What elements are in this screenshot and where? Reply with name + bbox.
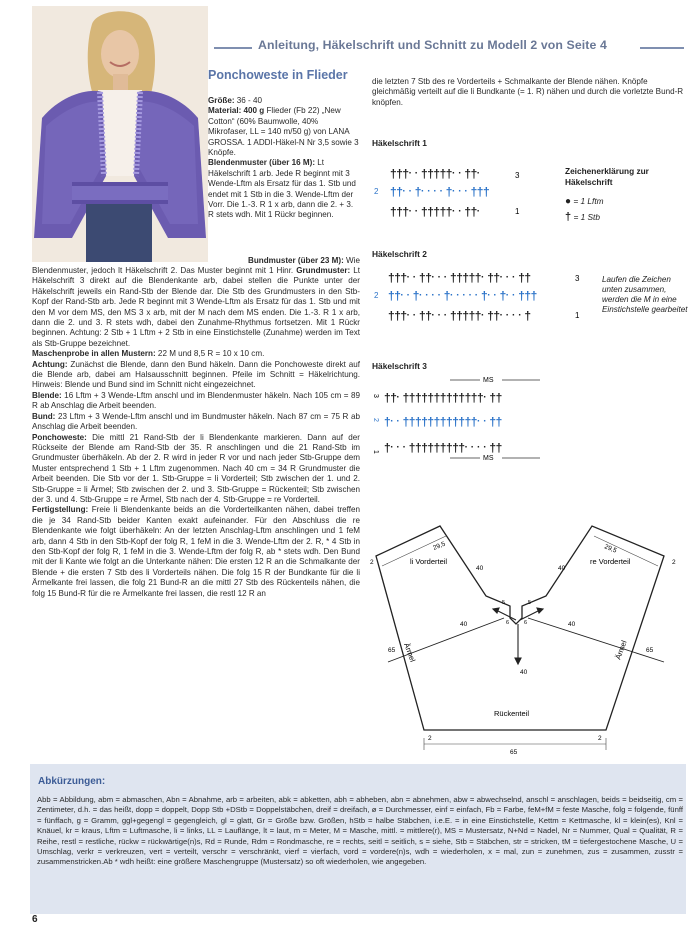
chain-symbol: · (390, 442, 394, 453)
chain-symbol: · (505, 290, 510, 301)
paragraph-text: Lt Häkelschrift 1 arb. Jede R beginnt mit 3 Wende-Lftm als Ersatz für das 1. Stb und endet mit 1 Stb in die 3. Wende-Lftm der Vorr. Die 1.-3. R 1 x arb, dann die 2. + 3. R stets wdh. Mit 1 Rückr beginnen. (208, 158, 356, 220)
dc-symbol: † (458, 391, 466, 405)
chain-symbol: · (437, 310, 441, 321)
measure-small-5a: 5 (502, 600, 506, 606)
dc-symbol: † (443, 289, 451, 303)
chart3-row-2: 2 (372, 418, 379, 422)
dc-symbol: † (400, 309, 408, 323)
paragraph-label: Material: 400 g (208, 106, 265, 116)
dc-symbol: † (489, 441, 497, 455)
measure-small-5b: 5 (528, 600, 532, 606)
dc-symbol: † (394, 289, 401, 303)
measure-bottom-65: 65 (510, 749, 518, 756)
dc-symbol: † (408, 441, 416, 455)
dc-symbol: † (458, 415, 466, 429)
measure-left-2: 2 (370, 559, 374, 566)
dc-symbol: † (495, 415, 503, 429)
model-photo (32, 6, 208, 262)
chart1-row-2: 2 (374, 187, 379, 196)
dc-symbol: † (390, 167, 397, 181)
chain-symbol: · (476, 206, 481, 217)
dc-symbol: † (483, 185, 490, 199)
chain-symbol: · (431, 290, 435, 301)
paragraph-label: Größe: (208, 96, 235, 105)
chain-symbol: · (493, 290, 497, 301)
dc-symbol: † (402, 415, 410, 429)
chart3-ms-bottom: MS (483, 455, 494, 462)
dc-symbol: † (446, 391, 453, 405)
paragraph-text: 22 M und 8,5 R = 10 x 10 cm. (155, 349, 265, 359)
chain-symbol: · (481, 310, 485, 321)
chart1-symbols (390, 167, 490, 219)
dc-symbol: † (439, 167, 447, 181)
chain-symbol: · (414, 168, 419, 179)
intro-paragraph (208, 106, 360, 158)
dc-symbol: † (445, 185, 453, 199)
dc-symbol: † (427, 441, 435, 455)
dc-symbol: † (456, 309, 463, 323)
dc-symbol: † (470, 205, 478, 219)
dc-symbol: † (414, 185, 422, 199)
main-paragraph (32, 360, 360, 391)
dc-symbol: † (388, 271, 395, 285)
model-photo-illustration (32, 6, 208, 262)
dc-symbol: † (518, 289, 525, 303)
measure-center-40c: 40 (520, 669, 528, 676)
paragraph-text: 16 Lftm + 3 Wende-Lftm anschl und im Blendenmuster häkeln. Nach 105 cm = 89 R ab Anschlag die Arbeit beenden. (32, 390, 360, 411)
chain-symbol: · (402, 186, 406, 197)
dc-symbol: † (445, 205, 453, 219)
dc-symbol: † (445, 167, 453, 181)
dc-symbol: † (421, 415, 428, 429)
dc-symbol: † (474, 309, 482, 323)
page-header-title: Anleitung, Häkelschrift und Schnitt zu Modell 2 von Seite 4 (258, 38, 607, 52)
dc-symbol: † (476, 185, 484, 199)
dc-symbol: † (481, 289, 488, 303)
dc-symbol: † (427, 415, 435, 429)
dc-symbol: † (390, 185, 397, 199)
chart1-label: Häkelschrift 1 (372, 138, 427, 148)
chart2-row-1: 1 (575, 311, 580, 320)
dc-symbol: † (524, 309, 532, 323)
chain-symbol: · (443, 272, 448, 283)
paragraph-text: Zunächst die Blende, dann den Bund häkeln. Dann die Ponchoweste direkt auf die Blende arb, dabei am Halsausschnitt beginnen. Pfeile im Schnitt = Häkelrichtung. Hinweis: Blende und Bund sind im Schnitt nicht eingezeichnet. (32, 359, 360, 390)
chain-symbol: · (458, 206, 462, 217)
measure-center-40b: 40 (568, 621, 576, 628)
dc-symbol: † (394, 309, 401, 323)
dc-symbol: † (452, 441, 459, 455)
measure-small-6a: 6 (506, 620, 510, 626)
chain-symbol: · (468, 290, 472, 301)
legend-title: Zeichenerklärung zur Häkelschrift (565, 166, 649, 187)
dc-symbol: † (470, 167, 478, 181)
dc-symbol: † (495, 391, 503, 405)
chain-symbol: · (476, 168, 481, 179)
intro-paragraph (208, 158, 360, 220)
chart3-label: Häkelschrift 3 (372, 361, 427, 371)
chain-symbol: · (390, 416, 394, 427)
crochet-chart-3 (372, 372, 612, 472)
crochet-charts-1-2 (372, 150, 602, 360)
chain-symbol: · (414, 206, 419, 217)
measure-small-6b: 6 (524, 620, 528, 626)
dc-symbol: † (530, 289, 538, 303)
dc-symbol: † (412, 289, 420, 303)
abbreviations-title: Abkürzungen: (38, 776, 106, 787)
chain-symbol: · (419, 290, 423, 301)
dc-symbol: † (493, 271, 501, 285)
chain-symbol: · (464, 442, 468, 453)
dc-symbol: † (468, 309, 476, 323)
paragraph-text: Freie li Blendenkante beids an die Vorderteilkanten nähen, dabei treffen die je 34 Rand-Stb beider Kanten exakt aufeinander. Für den Abschluss die re Blendenkante wie folgt überhäkeln: An der letzten Anschlag-Lftm anschlingen und 1 feM arb, dann 4 Stb in den Stb-Kopf der folg R, 1 feM in die 3. Wende-Lftm der 2. R, * 4 Stb in den Stb-Kopf der folg R, 1 feM in die 3. Wende-Lftm der folg R, ab * stets wdh. Den Bund mit der li Kante wie folgt an die Unterkante nähen: Die ersten 12 R an die Schmalkante der Blende + die ersten 7 Stb des li Vorderteils nähen. Die folg 15 R der Bundkante für die li Ärmelkante frei lassen, die folg 21 Bund-R an die mittl 27 Stb des Rückenteils nähen, die folg 15 Bund-R für die re Ärmelkante frei lassen, die restl 12 R an (32, 505, 360, 598)
right-column-text: die letzten 7 Stb des re Vorderteils + Schmalkante der Blende nähen. Knöpfe gleichmäßig verteilt auf die li Bundkante (= 1. R) nähen und durch die vorletzte Bund-R knöpfen. (372, 77, 684, 107)
chain-symbol: · (412, 310, 417, 321)
chain-symbol: · (452, 168, 456, 179)
chart1-row-3: 3 (515, 171, 520, 180)
dc-symbol: † (446, 415, 453, 429)
dc-symbol: † (495, 441, 503, 455)
main-paragraph (32, 391, 360, 412)
dc-symbol: † (396, 205, 403, 219)
chain-symbol: · (464, 186, 468, 197)
double-crochet-icon: † (565, 211, 572, 223)
dc-symbol: † (408, 415, 416, 429)
label-left-sleeve: Ärmel (402, 641, 418, 664)
chain-symbol: · (483, 416, 487, 427)
chain-symbol: · (499, 272, 503, 283)
chart3-row-1: 1 (372, 450, 379, 454)
dc-symbol: † (452, 391, 459, 405)
measure-right-40: 40 (558, 565, 566, 572)
chain-symbol: · (400, 290, 404, 301)
legend-dc-text: = 1 Stb (573, 212, 600, 222)
chart-note: Laufen die Zeichen unten zusammen, werden die M in eine Einstichstelle gearbeitet (602, 275, 688, 314)
dc-symbol: † (439, 391, 447, 405)
paragraph-text: 36 - 40 (234, 96, 262, 105)
main-paragraph (32, 412, 360, 433)
chain-symbol: · (456, 290, 460, 301)
chain-symbol: · (412, 272, 417, 283)
paragraph-label: Blendenmuster (über 16 M): (208, 158, 316, 168)
measure-top-left: 29,5 (432, 540, 447, 552)
dc-symbol: † (388, 289, 395, 303)
chain-symbol: · (408, 168, 412, 179)
chain-symbol: · (433, 186, 437, 197)
chain-symbol: · (512, 290, 516, 301)
dc-symbol: † (458, 441, 466, 455)
pattern-schematic (368, 512, 686, 756)
dc-symbol: † (433, 205, 441, 219)
chain-symbol: · (427, 186, 431, 197)
chart3-row-3: 3 (372, 394, 379, 398)
chain-symbol: · (487, 290, 491, 301)
bundmuster-rest: Wie (346, 256, 360, 265)
dc-symbol: † (464, 167, 472, 181)
chain-symbol: · (518, 310, 522, 321)
dc-symbol: † (402, 167, 410, 181)
dc-symbol: † (493, 309, 501, 323)
dc-symbol: † (425, 271, 432, 285)
main-paragraph (32, 505, 360, 599)
dc-symbol: † (474, 271, 482, 285)
chart3-ms-top: MS (483, 377, 494, 384)
chain-symbol: · (462, 290, 466, 301)
dc-symbol: † (384, 441, 391, 455)
chain-symbol: · (458, 186, 462, 197)
chain-symbol: · (406, 310, 410, 321)
dc-symbol: † (464, 415, 472, 429)
measure-left-40: 40 (476, 565, 484, 572)
paragraph-text: 23 Lftm + 3 Wende-Lftm anschl und im Bundmuster häkeln. Nach 87 cm = 75 R ab Anschlag die Arbeit beenden. (32, 411, 360, 432)
chain-symbol: · (437, 290, 441, 301)
chain-symbol: · (481, 272, 485, 283)
label-right-front: re Vorderteil (590, 557, 631, 566)
dc-symbol: † (524, 271, 532, 285)
dc-symbol: † (450, 271, 457, 285)
dc-symbol: † (415, 415, 422, 429)
chain-symbol: · (421, 186, 425, 197)
dc-symbol: † (487, 309, 494, 323)
dc-symbol: † (390, 205, 397, 219)
measure-bottom-right-2: 2 (598, 735, 602, 742)
dc-symbol: † (439, 415, 447, 429)
dc-symbol: † (415, 391, 422, 405)
dc-symbol: † (499, 289, 507, 303)
chain-stitch-icon: ● (565, 196, 572, 207)
paragraph-label: Ponchoweste: (32, 432, 87, 442)
measure-left-65: 65 (388, 647, 396, 654)
dc-symbol: † (400, 271, 408, 285)
main-paragraph (32, 266, 360, 349)
paragraph-text: Lt Häkelschrift 3 direkt auf die Blendenkante arb, dabei stellen die Punkte unter der Häkelschrift jeweils ein Rand-Stb der Blende dar. Die Stb des Grundmusters in den Stb-Kopf der Rand-Stb arb. Jede R beginnt mit 3 Wende-Lftm als Ersatz für das 1. Stb und mit den M vor dem MS, den MS 3 x arb, mit der M nach dem MS enden. Die 1.-3. R 1 x arb, dann die 2. und 3. R stets wdh, dabei den Zunahme-Rhythmus fortsetzen. Mit 1 Rückr beginnen. Achtung: 2 Stb + 1 Lftm + 2 Stb in eine Einstichstelle (Zunahme) werden im Text als Stb-Gruppe bezeichnet. (32, 266, 360, 348)
dc-symbol: † (394, 271, 401, 285)
chain-symbol: · (439, 186, 443, 197)
dc-symbol: † (470, 415, 478, 429)
chart1-row-1: 1 (515, 207, 520, 216)
chain-symbol: · (505, 272, 510, 283)
dc-symbol: † (384, 391, 391, 405)
chain-symbol: · (408, 206, 412, 217)
intro-paragraph (208, 96, 360, 106)
chain-symbol: · (425, 290, 429, 301)
chain-symbol: · (483, 392, 487, 403)
dc-symbol: † (433, 441, 441, 455)
chain-symbol: · (396, 442, 400, 453)
main-text (32, 266, 360, 599)
measure-center-40a: 40 (460, 621, 468, 628)
paragraph-label: Maschenprobe in allen Mustern: (32, 349, 156, 359)
dc-symbol: † (433, 167, 441, 181)
dc-symbol: † (489, 415, 497, 429)
paragraph-label: Achtung: (32, 359, 68, 369)
chain-symbol: · (406, 272, 410, 283)
dc-symbol: † (462, 271, 470, 285)
dc-symbol: † (402, 391, 410, 405)
dc-symbol: † (421, 391, 428, 405)
chain-symbol: · (505, 310, 510, 321)
chart2-row-3: 3 (575, 274, 580, 283)
paragraph-text: Die mittl 21 Rand-Stb der li Blendenkante markieren. Dann auf der Rückseite der Blende am Rand-Stb der 35. R anschlingen und die 21 Rand-Stb im Grundmuster überhäkeln. Ab der 2. R wird in jeder R vor und nach jeder Stb-Gruppe dem Muster entsprechend 1 Stb + 1 Lftm zugenommen. Nach 40 cm = 34 R Grundmuster die Arbeit beenden. Die Stb vor der 1. Stb-Gruppe = li Vorderteil; Stb zwischen der 1. und 2. Stb-Gruppe = li Ärmel; Stb zwischen der 2. und 3. Stb-Gruppe = Rückenteil; Stb zwischen der 3. und 4. Stb-Gruppe = re Ärmel, Stb nach der 4. Stb-Gruppe = re Vorderteil. (32, 432, 360, 504)
dc-symbol: † (396, 185, 403, 199)
chain-symbol: · (437, 272, 441, 283)
chain-symbol: · (477, 416, 481, 427)
label-left-front: li Vorderteil (410, 557, 448, 566)
legend-chain-text: = 1 Lftm (573, 196, 604, 206)
dc-symbol: † (456, 271, 463, 285)
paragraph-label: Blende: (32, 390, 62, 400)
chain-symbol: · (431, 272, 435, 283)
paragraph-label: Bund: (32, 411, 56, 421)
chain-symbol: · (483, 442, 487, 453)
chain-symbol: · (477, 442, 481, 453)
chain-symbol: · (474, 290, 479, 301)
chain-symbol: · (396, 392, 400, 403)
dc-symbol: † (408, 391, 416, 405)
dc-symbol: † (421, 441, 428, 455)
page-number: 6 (32, 914, 38, 925)
dc-symbol: † (421, 167, 428, 181)
measure-right-2: 2 (672, 559, 676, 566)
measure-right-65: 65 (646, 647, 654, 654)
chain-symbol: · (512, 272, 516, 283)
measure-top-right: 29,5 (603, 543, 618, 555)
dc-symbol: † (419, 271, 426, 285)
dc-symbol: † (384, 415, 391, 429)
chain-symbol: · (406, 290, 410, 301)
dc-symbol: † (462, 309, 470, 323)
paragraph-label: Fertigstellung: (32, 505, 89, 515)
main-paragraph (32, 349, 360, 359)
dc-symbol: † (489, 391, 497, 405)
chart2-row-2: 2 (374, 291, 379, 300)
chain-symbol: · (470, 442, 475, 453)
main-paragraph (32, 433, 360, 506)
abbreviations-text: Abb = Abbildung, abm = abmaschen, Abn = Abnahme, arb = arbeiten, abk = abketten, abh = abheben, abn = abnehmen, abw = abwechselnd, anschl = anschlagen, beids = beidseitig, cm = Zentimeter, d.h. = das heißt, dopp = doppelt, Dopp Stb +DStb = Doppelstäbchen, dreif = dreifach, ø = Durchmesser, einf = einfach, Fb = Farbe, feM+fM = feste Masche, folg = folgende, fünff = fünffach, g = Gramm, ggl+gegengl = gegengleich, gl = glatt, Gr = Größe bzw. Größen, hStb = halbe Stäbchen, i.e.E. = in eine Einstichstelle, Kettm = Kettmasche, kl = klein(es), Knl = Knäuel, kr = kraus, Lftm = Luftmasche, li = links, LL = Lauflänge, lt = laut, m = Meter, M = Masche, mittl. = mittlere(r), MS = Mustersatz, N+Nd = Nadel, Nr = Nummer, Qual = Qualität, R = Reihe, restl = restliche, rückw = rückwärtige(n)s, Rd = Runde, Rdm = Rondmasche, re = rechts, seitl = seitlich, s = siehe, Stb = Stäbchen, str = stricken, tM = tiefergestochene Masche, U = Umschlag, verkr = verkreuzen, vert = verteilt, verschr = verschränkt, vierf = vierfach, vord = vordere(n)s, wdh = wiederholen, x = mal, zun = zunehmen, zus = zusammen, zusstr = zusammenstricken.Ab * wdh heißt: eine größere Maschengruppe (Mustersatz) so oft wiederholen, wie angegeben. (37, 795, 683, 867)
dc-symbol: † (415, 441, 422, 455)
chain-symbol: · (450, 290, 454, 301)
dc-symbol: † (402, 205, 410, 219)
chain-symbol: · (402, 442, 406, 453)
paragraph-text: Blendenmuster, jedoch lt Häkelschrift 2. Das Muster beginnt mit 1 Hinr. (32, 266, 297, 275)
dc-symbol: † (439, 441, 447, 455)
paragraph-label: Grundmuster: (296, 266, 351, 275)
intro-text (208, 96, 360, 221)
chain-symbol: · (512, 310, 516, 321)
dc-symbol: † (518, 271, 525, 285)
dc-symbol: † (425, 309, 432, 323)
chain-symbol: · (443, 310, 448, 321)
dc-symbol: † (470, 185, 478, 199)
chart2-label: Häkelschrift 2 (372, 249, 427, 259)
dc-symbol: † (477, 391, 484, 405)
dc-symbol: † (464, 391, 472, 405)
bundmuster-label: Bundmuster (über 23 M): (248, 256, 344, 265)
header-rule-left (214, 47, 252, 49)
chain-symbol: · (452, 186, 456, 197)
bundmuster-heading (248, 256, 360, 266)
dc-symbol: † (470, 391, 478, 405)
label-right-sleeve: Ärmel (613, 639, 629, 661)
dc-symbol: † (487, 271, 494, 285)
dc-symbol: † (450, 309, 457, 323)
chain-symbol: · (408, 186, 412, 197)
dc-symbol: † (433, 391, 441, 405)
label-back: Rückenteil (494, 709, 530, 718)
dc-symbol: † (427, 391, 435, 405)
chart2-symbols (388, 271, 537, 323)
chart3-symbols (384, 391, 502, 455)
dc-symbol: † (396, 167, 403, 181)
dc-symbol: † (464, 205, 472, 219)
dc-symbol: † (388, 309, 395, 323)
dc-symbol: † (468, 271, 476, 285)
dc-symbol: † (390, 391, 397, 405)
dc-symbol: † (446, 441, 453, 455)
dc-symbol: † (452, 415, 459, 429)
article-title: Ponchoweste in Flieder (208, 68, 348, 82)
dc-symbol: † (433, 415, 441, 429)
measure-bottom-left-2: 2 (428, 735, 432, 742)
header-rule-right (640, 47, 684, 49)
dc-symbol: † (427, 205, 434, 219)
chain-symbol: · (499, 310, 503, 321)
dc-symbol: † (427, 167, 434, 181)
chain-symbol: · (458, 168, 462, 179)
dc-symbol: † (421, 205, 428, 219)
dc-symbol: † (419, 309, 426, 323)
chain-symbol: · (452, 206, 456, 217)
dc-symbol: † (439, 205, 447, 219)
chain-symbol: · (431, 310, 435, 321)
paragraph-text: Flieder (Fb 22) „New Cotton“ (60% Baumwolle, 40% Mikrofaser, LL = 140 m/50 g) von LANA GROSSA. 1 ADDI-Häkel-N Nr 3,5 sowie 3 Knöpfe. (208, 106, 359, 158)
dc-symbol: † (524, 289, 532, 303)
chain-symbol: · (396, 416, 400, 427)
